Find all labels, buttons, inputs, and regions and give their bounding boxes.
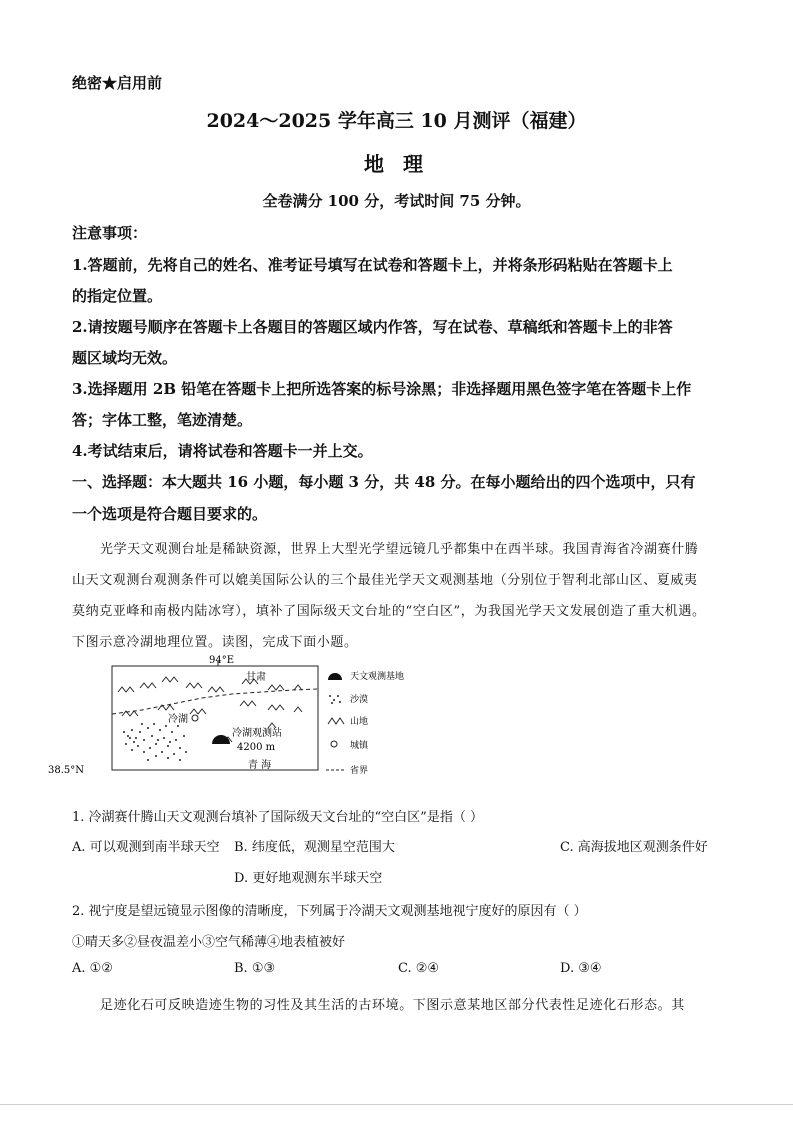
province-boundary: [112, 689, 318, 714]
longitude-label: 94°E: [209, 655, 235, 666]
passage-line: 下图示意冷湖地理位置。读图，完成下面小题。: [72, 635, 358, 650]
town-symbol: [192, 715, 198, 721]
q2-option-c[interactable]: C. ②④: [398, 961, 440, 976]
q2-option-a[interactable]: A. ①②: [72, 961, 113, 976]
station-label: 冷湖观测站: [232, 728, 282, 739]
section-heading: 一、选择题：本大题共 16 小题，每小题 3 分，共 48 分。在每小题给出的四个选项中，只有: [72, 473, 696, 491]
question-2-stem: 2. 视宁度是望远镜显示图像的清晰度，下列属于冷湖天文观测基地视宁度好的原因有（ ）: [72, 904, 587, 919]
legend-observatory-icon: [328, 673, 342, 680]
observatory-symbol: [212, 735, 230, 744]
q1-option-c[interactable]: C. 高海拔地区观测条件好: [560, 840, 708, 855]
legend-item: 山地: [350, 717, 369, 727]
note-line: 答；字体工整，笔迹清楚。: [72, 411, 253, 429]
note-line: 4.考试结束后，请将试卷和答题卡一并上交。: [72, 442, 373, 460]
passage-line: 莫纳克亚峰和南极内陆冰穹），填补了国际级天文台址的“空白区”，为我国光学天文发展创造了重大机遇。: [72, 604, 706, 619]
q1-option-d[interactable]: D. 更好地观测东半球天空: [234, 871, 383, 886]
gansu-label: 甘肃: [246, 672, 266, 683]
question-1-stem: 1. 冷湖赛什腾山天文观测台填补了国际级天文台址的“空白区”是指（ ）: [72, 810, 483, 825]
passage-line: 山天文观测台观测条件可以媲美国际公认的三个最佳光学天文观测基地（分别位于智利北部山区、夏威夷: [72, 573, 698, 588]
question-2-items: ①晴天多②昼夜温差小③空气稀薄④地表植被好: [72, 935, 346, 950]
latitude-label: 38.5°N: [48, 765, 85, 776]
elevation-label: 4200 m: [237, 742, 276, 753]
exam-info: 全卷满分 100 分，考试时间 75 分钟。: [262, 192, 531, 210]
legend-item: 城镇: [350, 741, 369, 751]
exam-title: 2024～2025 学年高三 10 月测评（福建）: [206, 110, 587, 132]
page-bottom-rule: [0, 1104, 793, 1105]
note-line: 2.请按题号顺序在答题卡上各题目的答题区域内作答，写在试卷、草稿纸和答题卡上的非答: [72, 318, 673, 336]
subject-title: 地 理: [364, 152, 429, 176]
legend-item: 省界: [350, 766, 369, 776]
section-heading-cont: 一个选项是符合题目要求的。: [72, 505, 268, 523]
passage-2-line: 足迹化石可反映造迹生物的习性及其生活的古环境。下图示意某地区部分代表性足迹化石形态。其: [100, 998, 685, 1013]
note-line: 3.选择题用 2B 铅笔在答题卡上把所选答案的标号涂黑；非选择题用黑色签字笔在答题卡上作: [72, 380, 692, 398]
q2-option-d[interactable]: D. ③④: [560, 961, 602, 976]
note-line: 题区域均无效。: [72, 349, 178, 367]
desert-area: [123, 723, 187, 761]
q2-option-b[interactable]: B. ①③: [234, 961, 276, 976]
legend-town-icon: [331, 741, 337, 747]
legend-item: 沙漠: [350, 695, 369, 705]
lenghu-label: 冷湖: [168, 714, 188, 725]
lenghu-map: [48, 652, 405, 782]
legend-item: 天文观测基地: [350, 672, 405, 682]
notes-heading: 注意事项：: [72, 224, 148, 242]
q1-option-a[interactable]: A. 可以观测到南半球天空: [72, 840, 220, 855]
note-line: 1.答题前，先将自己的姓名、准考证号填写在试卷和答题卡上，并将条形码粘贴在答题卡上: [72, 256, 673, 274]
legend-mountain-icon: [328, 718, 344, 724]
legend-desert-icon: [329, 695, 341, 704]
map-frame: [112, 666, 318, 770]
qinghai-label: 青 海: [248, 760, 272, 771]
q1-option-b[interactable]: B. 纬度低，观测星空范围大: [234, 840, 395, 855]
passage-line: 光学天文观测台址是稀缺资源，世界上大型光学望远镜几乎都集中在西半球。我国青海省冷湖赛什腾: [100, 542, 699, 557]
note-line: 的指定位置。: [72, 287, 163, 305]
secret-label: 绝密★启用前: [72, 74, 163, 92]
